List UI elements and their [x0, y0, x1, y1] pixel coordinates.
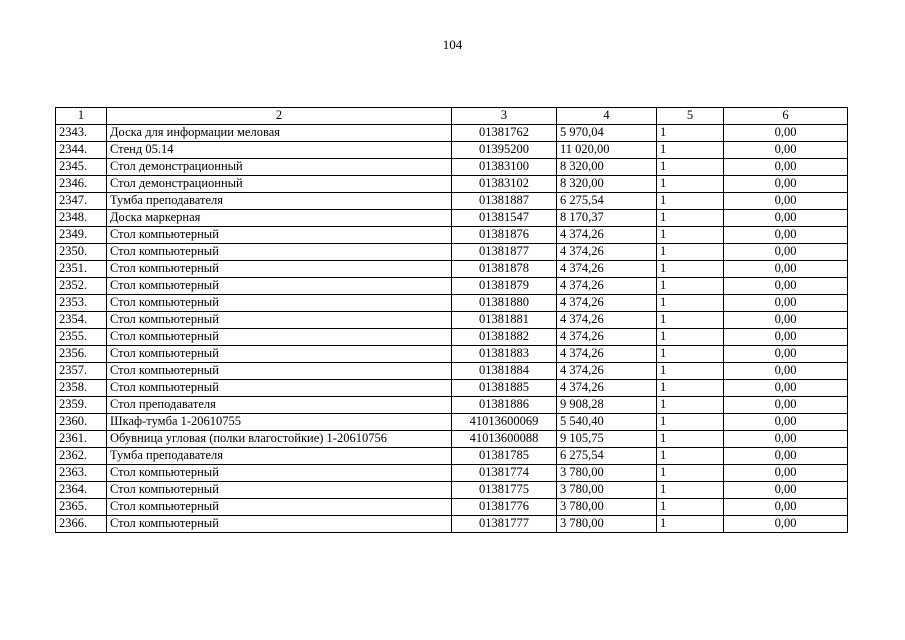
quantity-cell: 1 — [657, 516, 724, 533]
quantity-cell: 1 — [657, 363, 724, 380]
inventory-code-cell: 01381547 — [452, 210, 557, 227]
quantity-cell: 1 — [657, 295, 724, 312]
book-value-cell: 4 374,26 — [557, 227, 657, 244]
item-name-cell: Стол преподавателя — [107, 397, 452, 414]
inventory-code-cell: 01381884 — [452, 363, 557, 380]
quantity-cell: 1 — [657, 210, 724, 227]
quantity-cell: 1 — [657, 397, 724, 414]
table-row — [56, 380, 848, 397]
table-row — [56, 193, 848, 210]
residual-value-cell: 0,00 — [724, 193, 848, 210]
book-value-cell: 3 780,00 — [557, 482, 657, 499]
item-name-cell: Стол демонстрационный — [107, 159, 452, 176]
table-row — [56, 227, 848, 244]
quantity-cell: 1 — [657, 414, 724, 431]
table-row — [56, 414, 848, 431]
inventory-code-cell: 01381886 — [452, 397, 557, 414]
book-value-cell: 6 275,54 — [557, 193, 657, 210]
book-value-cell: 8 170,37 — [557, 210, 657, 227]
book-value-cell: 4 374,26 — [557, 329, 657, 346]
row-number-cell: 2357. — [56, 363, 107, 380]
book-value-cell: 3 780,00 — [557, 465, 657, 482]
book-value-cell: 5 540,40 — [557, 414, 657, 431]
book-value-cell: 8 320,00 — [557, 176, 657, 193]
residual-value-cell: 0,00 — [724, 431, 848, 448]
item-name-cell: Стенд 05.14 — [107, 142, 452, 159]
item-name-cell: Шкаф-тумба 1-20610755 — [107, 414, 452, 431]
residual-value-cell: 0,00 — [724, 142, 848, 159]
row-number-cell: 2358. — [56, 380, 107, 397]
residual-value-cell: 0,00 — [724, 125, 848, 142]
row-number-cell: 2343. — [56, 125, 107, 142]
table-row — [56, 431, 848, 448]
table-row — [56, 295, 848, 312]
inventory-code-cell: 01381880 — [452, 295, 557, 312]
column-header: 1 — [56, 108, 107, 125]
inventory-code-cell: 01381883 — [452, 346, 557, 363]
book-value-cell: 4 374,26 — [557, 244, 657, 261]
row-number-cell: 2346. — [56, 176, 107, 193]
inventory-code-cell: 01381877 — [452, 244, 557, 261]
table-header-row — [56, 108, 848, 125]
row-number-cell: 2361. — [56, 431, 107, 448]
table-row — [56, 465, 848, 482]
book-value-cell: 4 374,26 — [557, 380, 657, 397]
quantity-cell: 1 — [657, 380, 724, 397]
column-header: 4 — [557, 108, 657, 125]
inventory-code-cell: 01381881 — [452, 312, 557, 329]
table-body — [56, 125, 848, 533]
row-number-cell: 2347. — [56, 193, 107, 210]
quantity-cell: 1 — [657, 261, 724, 278]
inventory-code-cell: 41013600088 — [452, 431, 557, 448]
inventory-code-cell: 01381879 — [452, 278, 557, 295]
residual-value-cell: 0,00 — [724, 244, 848, 261]
quantity-cell: 1 — [657, 346, 724, 363]
residual-value-cell: 0,00 — [724, 210, 848, 227]
quantity-cell: 1 — [657, 244, 724, 261]
book-value-cell: 4 374,26 — [557, 312, 657, 329]
quantity-cell: 1 — [657, 193, 724, 210]
column-header: 2 — [107, 108, 452, 125]
residual-value-cell: 0,00 — [724, 465, 848, 482]
quantity-cell: 1 — [657, 482, 724, 499]
residual-value-cell: 0,00 — [724, 261, 848, 278]
item-name-cell: Тумба преподавателя — [107, 448, 452, 465]
row-number-cell: 2349. — [56, 227, 107, 244]
row-number-cell: 2360. — [56, 414, 107, 431]
item-name-cell: Стол компьютерный — [107, 227, 452, 244]
inventory-code-cell: 01381774 — [452, 465, 557, 482]
book-value-cell: 4 374,26 — [557, 346, 657, 363]
quantity-cell: 1 — [657, 125, 724, 142]
item-name-cell: Стол компьютерный — [107, 380, 452, 397]
item-name-cell: Доска для информации меловая — [107, 125, 452, 142]
book-value-cell: 6 275,54 — [557, 448, 657, 465]
column-header: 5 — [657, 108, 724, 125]
table-row — [56, 499, 848, 516]
row-number-cell: 2344. — [56, 142, 107, 159]
book-value-cell: 3 780,00 — [557, 516, 657, 533]
inventory-code-cell: 01383102 — [452, 176, 557, 193]
quantity-cell: 1 — [657, 176, 724, 193]
residual-value-cell: 0,00 — [724, 516, 848, 533]
table-row — [56, 176, 848, 193]
quantity-cell: 1 — [657, 227, 724, 244]
table-row — [56, 482, 848, 499]
item-name-cell: Стол компьютерный — [107, 312, 452, 329]
item-name-cell: Стол компьютерный — [107, 329, 452, 346]
row-number-cell: 2351. — [56, 261, 107, 278]
book-value-cell: 3 780,00 — [557, 499, 657, 516]
item-name-cell: Стол компьютерный — [107, 465, 452, 482]
inventory-code-cell: 01381876 — [452, 227, 557, 244]
residual-value-cell: 0,00 — [724, 499, 848, 516]
item-name-cell: Стол демонстрационный — [107, 176, 452, 193]
row-number-cell: 2352. — [56, 278, 107, 295]
table-row — [56, 142, 848, 159]
residual-value-cell: 0,00 — [724, 363, 848, 380]
book-value-cell: 4 374,26 — [557, 278, 657, 295]
inventory-code-cell: 01381885 — [452, 380, 557, 397]
residual-value-cell: 0,00 — [724, 397, 848, 414]
page-number: 104 — [442, 37, 463, 52]
table-row — [56, 516, 848, 533]
item-name-cell: Стол компьютерный — [107, 261, 452, 278]
row-number-cell: 2362. — [56, 448, 107, 465]
table-row — [56, 210, 848, 227]
book-value-cell: 5 970,04 — [557, 125, 657, 142]
residual-value-cell: 0,00 — [724, 329, 848, 346]
table-row — [56, 125, 848, 142]
inventory-code-cell: 01381878 — [452, 261, 557, 278]
residual-value-cell: 0,00 — [724, 278, 848, 295]
item-name-cell: Доска маркерная — [107, 210, 452, 227]
inventory-code-cell: 01381785 — [452, 448, 557, 465]
residual-value-cell: 0,00 — [724, 380, 848, 397]
book-value-cell: 9 908,28 — [557, 397, 657, 414]
residual-value-cell: 0,00 — [724, 159, 848, 176]
row-number-cell: 2355. — [56, 329, 107, 346]
quantity-cell: 1 — [657, 465, 724, 482]
inventory-code-cell: 01381762 — [452, 125, 557, 142]
table-row — [56, 261, 848, 278]
row-number-cell: 2359. — [56, 397, 107, 414]
book-value-cell: 4 374,26 — [557, 261, 657, 278]
quantity-cell: 1 — [657, 431, 724, 448]
item-name-cell: Стол компьютерный — [107, 244, 452, 261]
item-name-cell: Обувница угловая (полки влагостойкие) 1-20610756 — [107, 431, 452, 448]
row-number-cell: 2366. — [56, 516, 107, 533]
residual-value-cell: 0,00 — [724, 312, 848, 329]
item-name-cell: Стол компьютерный — [107, 499, 452, 516]
table-row — [56, 363, 848, 380]
row-number-cell: 2354. — [56, 312, 107, 329]
quantity-cell: 1 — [657, 312, 724, 329]
residual-value-cell: 0,00 — [724, 227, 848, 244]
table-row — [56, 278, 848, 295]
quantity-cell: 1 — [657, 159, 724, 176]
table-row — [56, 312, 848, 329]
inventory-code-cell: 01381882 — [452, 329, 557, 346]
inventory-code-cell: 01381887 — [452, 193, 557, 210]
inventory-code-cell: 01381775 — [452, 482, 557, 499]
row-number-cell: 2348. — [56, 210, 107, 227]
row-number-cell: 2345. — [56, 159, 107, 176]
book-value-cell: 4 374,26 — [557, 295, 657, 312]
book-value-cell: 8 320,00 — [557, 159, 657, 176]
residual-value-cell: 0,00 — [724, 414, 848, 431]
row-number-cell: 2356. — [56, 346, 107, 363]
residual-value-cell: 0,00 — [724, 346, 848, 363]
table-row — [56, 448, 848, 465]
column-header: 6 — [724, 108, 848, 125]
book-value-cell: 4 374,26 — [557, 363, 657, 380]
row-number-cell: 2363. — [56, 465, 107, 482]
row-number-cell: 2365. — [56, 499, 107, 516]
item-name-cell: Стол компьютерный — [107, 363, 452, 380]
item-name-cell: Стол компьютерный — [107, 295, 452, 312]
table-row — [56, 346, 848, 363]
row-number-cell: 2353. — [56, 295, 107, 312]
inventory-code-cell: 41013600069 — [452, 414, 557, 431]
inventory-table — [55, 107, 848, 533]
row-number-cell: 2364. — [56, 482, 107, 499]
inventory-code-cell: 01383100 — [452, 159, 557, 176]
item-name-cell: Стол компьютерный — [107, 482, 452, 499]
item-name-cell: Стол компьютерный — [107, 278, 452, 295]
quantity-cell: 1 — [657, 329, 724, 346]
inventory-code-cell: 01395200 — [452, 142, 557, 159]
table-row — [56, 159, 848, 176]
column-header: 3 — [452, 108, 557, 125]
residual-value-cell: 0,00 — [724, 448, 848, 465]
quantity-cell: 1 — [657, 278, 724, 295]
quantity-cell: 1 — [657, 499, 724, 516]
item-name-cell: Тумба преподавателя — [107, 193, 452, 210]
row-number-cell: 2350. — [56, 244, 107, 261]
table-row — [56, 397, 848, 414]
residual-value-cell: 0,00 — [724, 482, 848, 499]
item-name-cell: Стол компьютерный — [107, 516, 452, 533]
table-row — [56, 329, 848, 346]
quantity-cell: 1 — [657, 142, 724, 159]
book-value-cell: 11 020,00 — [557, 142, 657, 159]
inventory-code-cell: 01381777 — [452, 516, 557, 533]
residual-value-cell: 0,00 — [724, 176, 848, 193]
inventory-code-cell: 01381776 — [452, 499, 557, 516]
table-row — [56, 244, 848, 261]
quantity-cell: 1 — [657, 448, 724, 465]
book-value-cell: 9 105,75 — [557, 431, 657, 448]
item-name-cell: Стол компьютерный — [107, 346, 452, 363]
residual-value-cell: 0,00 — [724, 295, 848, 312]
